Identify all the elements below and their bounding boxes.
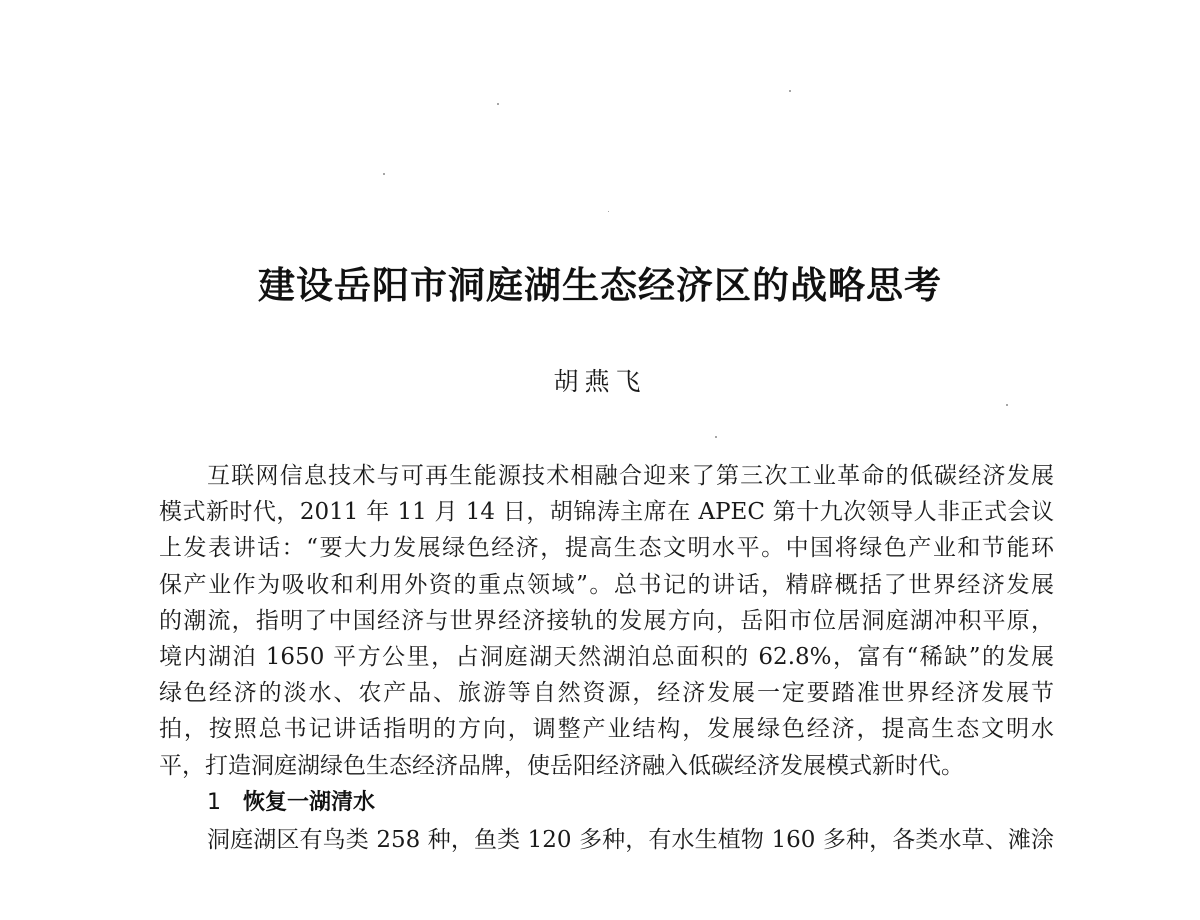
scan-speck xyxy=(789,90,791,92)
paragraph-line: 保产业作为吸收和利用外资的重点领域”。总书记的讲话，精辟概括了世界经济发展 xyxy=(159,571,1054,598)
section-number: 1 xyxy=(207,789,221,815)
scan-speck xyxy=(1006,404,1008,406)
paragraph-line: 平，打造洞庭湖绿色生态经济品牌，使岳阳经济融入低碳经济发展模式新时代。 xyxy=(159,752,964,779)
paragraph-line: 互联网信息技术与可再生能源技术相融合迎来了第三次工业革命的低碳经济发展 xyxy=(207,463,1054,489)
section-heading-text: 恢复一湖清水 xyxy=(243,789,376,815)
paragraph-line: 绿色经济的淡水、农产品、旅游等自然资源，经济发展一定要踏准世界经济发展节 xyxy=(159,680,1054,707)
scan-speck xyxy=(608,211,609,212)
document-author: 胡燕飞 xyxy=(553,367,647,396)
document-title: 建设岳阳市洞庭湖生态经济区的战略思考 xyxy=(258,264,942,307)
document-body xyxy=(159,458,1054,858)
scan-speck xyxy=(715,436,717,438)
scan-speck xyxy=(497,103,499,105)
paragraph-line: 洞庭湖区有鸟类 258 种，鱼类 120 多种，有水生植物 160 多种，各类水草、滩涂 xyxy=(207,826,1054,853)
paragraph-line: 模式新时代，2011 年 11 月 14 日，胡锦涛主席在 APEC 第十九次领导人非正式会议 xyxy=(159,499,1054,526)
paragraph-line: 境内湖泊 1650 平方公里，占洞庭湖天然湖泊总面积的 62.8%，富有“稀缺”的发展 xyxy=(159,643,1054,670)
section-heading xyxy=(159,784,1054,822)
paragraph-line: 拍，按照总书记讲话指明的方向，调整产业结构，发展绿色经济，提高生态文明水 xyxy=(159,716,1054,743)
paragraph-line: 上发表讲话：“要大力发展绿色经济，提高生态文明水平。中国将绿色产业和节能环 xyxy=(159,535,1054,562)
paragraph-line: 的潮流，指明了中国经济与世界经济接轨的发展方向，岳阳市位居洞庭湖冲积平原， xyxy=(159,607,1054,634)
scan-speck xyxy=(383,173,385,175)
